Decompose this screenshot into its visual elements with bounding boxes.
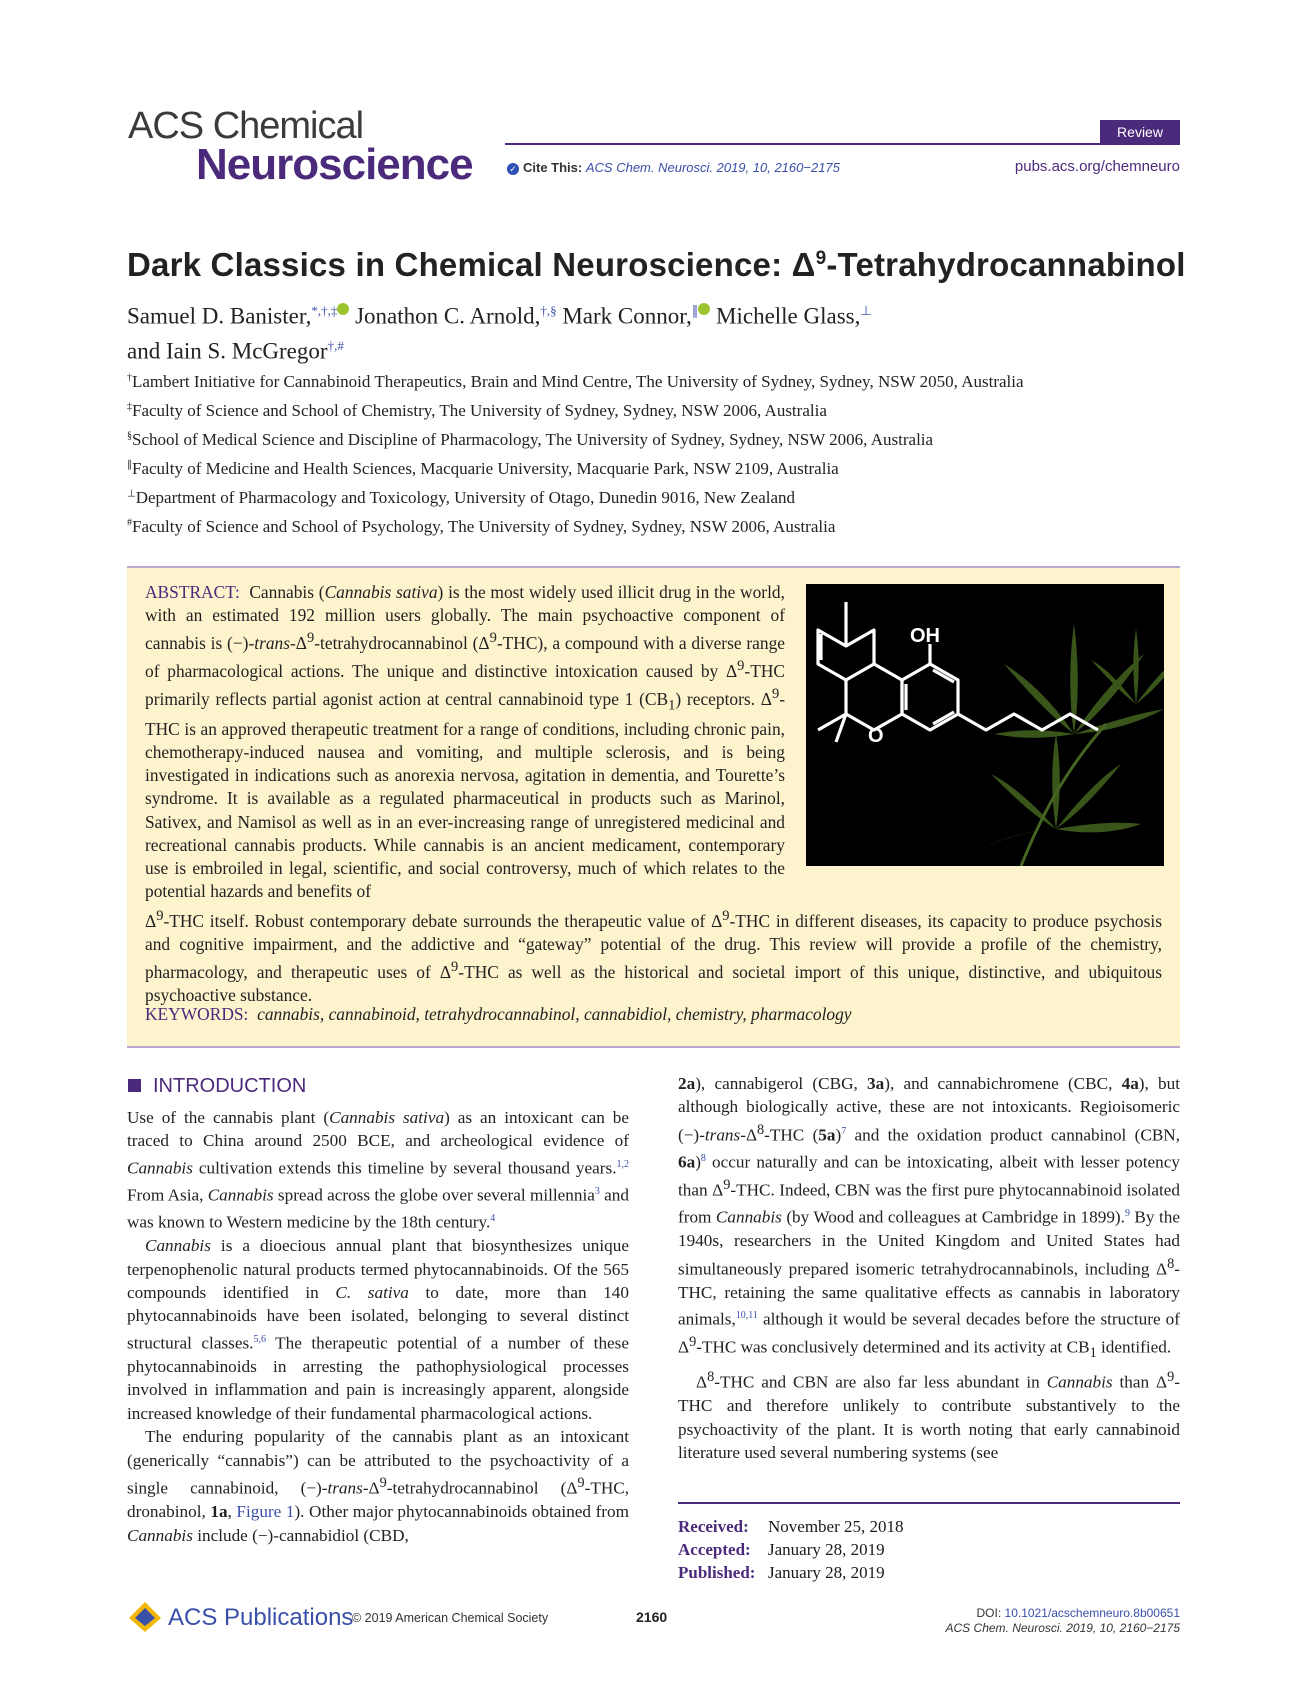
cannabis-leaf-icon (981, 624, 1164, 866)
thc-skeleton (818, 602, 1098, 742)
orcid-icon[interactable] (698, 303, 710, 315)
title-part: -Tetrahydrocannabinol (826, 246, 1186, 283)
accepted-date: January 28, 2019 (768, 1540, 885, 1559)
text-span: 4a (1121, 1074, 1139, 1093)
text-span: -Δ (362, 1478, 380, 1498)
affiliation-text: Faculty of Science and School of Psychology, The University of Sydney, Sydney, NSW 2006, Australia (132, 517, 836, 536)
text-span: Cannabis (207, 1185, 274, 1205)
header-rule (505, 143, 1180, 145)
abstract-span: Cannabis ( (249, 582, 325, 602)
keywords (145, 1004, 852, 1025)
paragraph (127, 1234, 629, 1425)
affiliation (127, 401, 827, 421)
text-span: From Asia, (127, 1185, 208, 1205)
text-span: , (227, 1502, 237, 1522)
text-span: 3a (867, 1074, 885, 1093)
abstract-sup: 9 (451, 959, 459, 976)
reference-link[interactable]: 4 (490, 1213, 496, 1225)
dates-rule (678, 1502, 1180, 1504)
abstract-sub: 1 (668, 697, 676, 714)
doi-label: DOI: (976, 1606, 1005, 1620)
abstract-span: -tetrahydrocannabinol (Δ (314, 633, 490, 654)
received-label: Received: (678, 1517, 749, 1536)
text-span: and the oxidation product cannabinol (CBN, (846, 1125, 1180, 1145)
text-span: ), cannabigerol (CBG, (695, 1074, 868, 1093)
text-span: -THC, dronabinol, (127, 1478, 629, 1522)
text-span: C. sativa (335, 1283, 409, 1303)
text-span: 8 (1167, 1255, 1175, 1272)
toc-graphic (806, 584, 1164, 866)
abstract-span: -THC), a compound with a diverse range of pharmacological actions. The unique and distinctive intoxication caused by Δ (145, 633, 786, 682)
affiliation (127, 517, 835, 537)
cite-label: Cite This: (523, 160, 583, 175)
right-column (678, 1072, 1180, 1464)
abstract-span: -THC as well as the historical and societal import of this unique, distinctive, and ubiquitous psychoactive substance. (145, 962, 1162, 1006)
abstract-span: -THC primarily reflects partial agonist action at central cannabinoid type 1 (CB (145, 661, 785, 710)
text-span: trans (327, 1478, 363, 1498)
text-span: -THC was conclusively determined and its activity at CB (696, 1338, 1090, 1358)
text-span: identified. (1096, 1338, 1172, 1358)
thc-structure-graphic (806, 584, 1164, 866)
title-part: Dark Classics in Chemical Neuroscience: Δ (127, 246, 816, 283)
text-span: Cannabis (715, 1207, 782, 1227)
review-badge: Review (1100, 120, 1180, 144)
text-span: ) (695, 1152, 701, 1172)
paragraph (678, 1366, 1180, 1464)
author-name[interactable]: Mark Connor, (562, 303, 692, 329)
paragraph (127, 1106, 629, 1234)
text-span: Cannabis (1046, 1372, 1113, 1392)
section-title: INTRODUCTION (153, 1075, 307, 1097)
text-span: ) as an intoxicant can be traced to China around 2500 BCE, and archeological evidence of (127, 1108, 629, 1151)
text-span: The therapeutic potential of a number of these phytocannabinoids in arresting the pathophysiological processes involved in inflammation and pain is increasingly apparent, alongside increased knowledge of their fundamental pharmacological actions. (127, 1333, 629, 1423)
text-span: cultivation extends this timeline by several thousand years. (192, 1158, 617, 1178)
reference-link[interactable]: 5,6 (253, 1333, 266, 1345)
text-span: 8 (707, 1369, 715, 1386)
text-span: is a dioecious annual plant that biosynthesizes unique terpenophenolic natural products termed phytocannabinoids. Of the 565 compounds identified in (127, 1236, 629, 1303)
affiliation-mark: § (127, 430, 132, 442)
abstract-span: -THC is an approved therapeutic treatment for a range of conditions, including chronic pain, chemotherapy-induced nausea and vomiting, and multiple sclerosis, and is being investigated in indications such as anorexia nervosa, agitation in dementia, and Tourette’s syndrome. It is available as a regulated pharmaceutical in products such as Marinol, Sativex, and Namisol as well as in an ever-increasing range of unregistered medicinal and recreational cannabis products. While cannabis is an ancient medicament, contemporary use is embroiled in legal, scientific, and social controversy, much of which relates to the potential hazards and benefits of (145, 689, 785, 902)
text-span: Cannabis (127, 1158, 193, 1178)
abstract-sup: 9 (156, 908, 164, 924)
text-span: Cannabis sativa (329, 1108, 445, 1127)
affiliation-text: Faculty of Science and School of Chemistry, The University of Sydney, Sydney, NSW 2006, Australia (132, 401, 827, 420)
author-name[interactable]: Michelle Glass, (716, 303, 861, 329)
journal-name-line2: Neuroscience (196, 140, 473, 189)
text-span: ) (835, 1125, 842, 1145)
affiliation (127, 459, 839, 479)
author-sup[interactable]: *,†,‡ (311, 303, 338, 318)
cite-this (507, 160, 840, 175)
text-span: -THC and CBN are also far less abundant in (714, 1372, 1047, 1392)
text-span: Cannabis (127, 1525, 193, 1545)
published-label: Published: (678, 1563, 756, 1582)
section-heading (128, 1075, 306, 1098)
figure-link[interactable]: Figure 1 (236, 1502, 295, 1522)
abstract-sup: 9 (771, 686, 780, 703)
text-span: 6a (678, 1152, 696, 1172)
page-number: 2160 (636, 1609, 668, 1625)
abstract-span: Cannabis sativa (324, 582, 438, 602)
reference-link[interactable]: 9 (1124, 1208, 1130, 1220)
accepted-label: Accepted: (678, 1540, 751, 1559)
author-name[interactable]: Jonathon C. Arnold, (355, 303, 541, 329)
reference-link[interactable]: 7 (841, 1125, 847, 1137)
reference-link[interactable]: 3 (594, 1185, 600, 1197)
affiliation-mark: ⊥ (127, 488, 136, 500)
footer-citation: ACS Chem. Neurosci. 2019, 10, 2160−2175 (945, 1621, 1180, 1635)
affiliation-mark: ‡ (127, 401, 132, 413)
text-span: trans (704, 1125, 741, 1145)
journal-url[interactable]: pubs.acs.org/chemneuro (1014, 158, 1180, 175)
received-date: November 25, 2018 (768, 1517, 904, 1536)
publisher-name[interactable]: ACS Publications (168, 1604, 354, 1631)
text-span: 9 (379, 1475, 387, 1492)
affiliation-text: Department of Pharmacology and Toxicology, University of Otago, Dunedin 9016, New Zealand (135, 488, 796, 507)
abstract-sup: 9 (489, 630, 497, 647)
author-name[interactable]: Samuel D. Banister, (127, 303, 312, 329)
text-span: -THC, retaining the same qualitative effects as cannabis in laboratory animals, (678, 1259, 1180, 1330)
text-span: -THC ( (764, 1125, 819, 1145)
publication-dates (678, 1515, 904, 1584)
published-date: January 28, 2019 (768, 1563, 885, 1582)
affiliation-mark: # (127, 517, 132, 529)
reference-link[interactable]: 10,11 (735, 1310, 758, 1322)
text-span: than Δ (1112, 1372, 1168, 1392)
abstract-sup: 9 (722, 908, 730, 924)
author-name[interactable]: and Iain S. McGregor (127, 338, 328, 364)
article-title (127, 246, 1186, 284)
acs-logo-icon[interactable] (127, 1600, 163, 1639)
text-span: 9 (1167, 1369, 1175, 1386)
reference-link[interactable]: 1,2 (616, 1158, 629, 1170)
affiliation-text: Faculty of Medicine and Health Sciences, Macquarie University, Macquarie Park, NSW 2109, Australia (132, 459, 839, 478)
text-span: 8 (757, 1121, 765, 1138)
abstract-span: ) is the most widely used illicit drug in the world, with an estimated 192 million users globally. The main psychoactive component of cannabis is (−)- (145, 582, 785, 654)
abstract-span: ) receptors. Δ (675, 689, 772, 710)
author-sup[interactable]: ⊥ (860, 303, 872, 318)
text-span: Cannabis (145, 1236, 211, 1256)
affiliation (127, 488, 795, 508)
journal-name-line1: ACS Chemical (128, 105, 364, 147)
affiliation-mark: † (127, 372, 132, 384)
author-list (127, 296, 1127, 365)
affiliation (127, 372, 1024, 392)
text-span: to date, more than 140 phytocannabinoids have been isolated, belonging to several distinct structural classes. (127, 1283, 629, 1353)
keywords-label: KEYWORDS: (145, 1004, 249, 1024)
abstract-label: ABSTRACT: (145, 582, 240, 602)
affiliation-mark: ∥ (127, 459, 132, 471)
text-span: 2a (678, 1074, 696, 1093)
reference-link[interactable]: 8 (700, 1152, 706, 1164)
copyright: © 2019 American Chemical Society (352, 1611, 549, 1625)
affiliation-text: School of Medical Science and Discipline of Pharmacology, The University of Sydney, Sydney, NSW 2006, Australia (132, 430, 934, 449)
cite-link[interactable]: ACS Chem. Neurosci. 2019, 10, 2160−2175 (585, 160, 840, 175)
text-span: By the 1940s, researchers in the United Kingdom and United States had simultaneously prepared isomeric tetrahydrocannabinols, including Δ (678, 1207, 1180, 1279)
title-sup: 9 (815, 248, 827, 269)
text-span: -THC and therefore unlikely to contribute substantively to the psychoactivity of the plant. It is worth noting that early cannabinoid literature used several numbering systems (see (678, 1372, 1180, 1462)
orcid-icon[interactable] (337, 303, 349, 315)
abstract-span: -THC in different diseases, its capacity to produce psychosis and cognitive impairment, and the addictive and “gateway” potential of the drug. This review will provide a profile of the chemistry, pharmacology, and therapeutic uses of Δ (145, 910, 1162, 982)
o-label: O (868, 725, 884, 747)
text-span: -THC. Indeed, CBN was the first pure phytocannabinoid isolated from (678, 1180, 1180, 1227)
abstract-sup: 9 (737, 658, 745, 675)
text-span: ), and cannabichromene (CBC, (884, 1074, 1122, 1093)
text-span: occur naturally and can be intoxicating, albeit with lesser potency than Δ (678, 1152, 1180, 1200)
text-span: ). Other major phytocannabinoids obtained from (294, 1502, 629, 1522)
text-span: The enduring popularity of the cannabis plant as an intoxicant (generically “cannabis”) can be attributed to the psychoactivity of a single cannabinoid, (−)- (127, 1427, 629, 1498)
text-span: include (−)-cannabidiol (CBD, (192, 1525, 409, 1545)
affiliation-text: Lambert Initiative for Cannabinoid Therapeutics, Brain and Mind Centre, The University of Sydney, Sydney, NSW 2050, Australia (132, 372, 1024, 391)
section-square-icon (128, 1079, 141, 1092)
text-span: 5a (818, 1125, 836, 1145)
affiliation (127, 430, 933, 450)
text-span: 1a (210, 1502, 228, 1522)
doi-link[interactable]: 10.1021/acschemneuro.8b00651 (1004, 1606, 1180, 1620)
text-span: 9 (577, 1475, 585, 1492)
abstract-sup: 9 (307, 630, 315, 647)
paragraph (678, 1072, 1180, 1366)
text-span: and was known to Western medicine by the 18th century. (127, 1185, 629, 1232)
abstract-span: -THC itself. Robust contemporary debate surrounds the therapeutic value of Δ (163, 910, 723, 931)
abstract-span: -Δ (290, 633, 307, 654)
author-sup[interactable]: †,§ (540, 303, 557, 318)
oh-label: OH (910, 625, 940, 647)
text-span: 1 (1089, 1345, 1097, 1362)
keywords-text: cannabis, cannabinoid, tetrahydrocannabinol, cannabidiol, chemistry, pharmacology (257, 1004, 852, 1024)
text-span: spread across the globe over several millennia (273, 1185, 595, 1205)
text-span: 9 (689, 1334, 697, 1351)
doi-block (946, 1606, 1180, 1636)
text-span: Δ (696, 1372, 708, 1392)
text-span: ), but although biologically active, these are not intoxicants. Regioisomeric (−)- (678, 1074, 1181, 1145)
author-sup[interactable]: ∥ (691, 303, 699, 318)
author-sup[interactable]: †,# (327, 337, 344, 353)
text-span: -tetrahydrocannabinol (Δ (386, 1478, 578, 1498)
text-span: -Δ (740, 1125, 757, 1145)
text-span: Use of the cannabis plant ( (127, 1108, 330, 1127)
paragraph (127, 1425, 629, 1547)
text-span: although it would be several decades before the structure of Δ (678, 1310, 1180, 1358)
abstract-span: trans (254, 633, 291, 654)
abstract-continuation (145, 905, 1162, 1007)
left-column (127, 1106, 629, 1547)
text-span: (by Wood and colleagues at Cambridge in 1899). (781, 1207, 1125, 1227)
abstract-span: Δ (145, 910, 157, 931)
check-icon: ✓ (507, 163, 519, 175)
abstract-text (145, 581, 785, 904)
text-span: 9 (723, 1177, 731, 1194)
